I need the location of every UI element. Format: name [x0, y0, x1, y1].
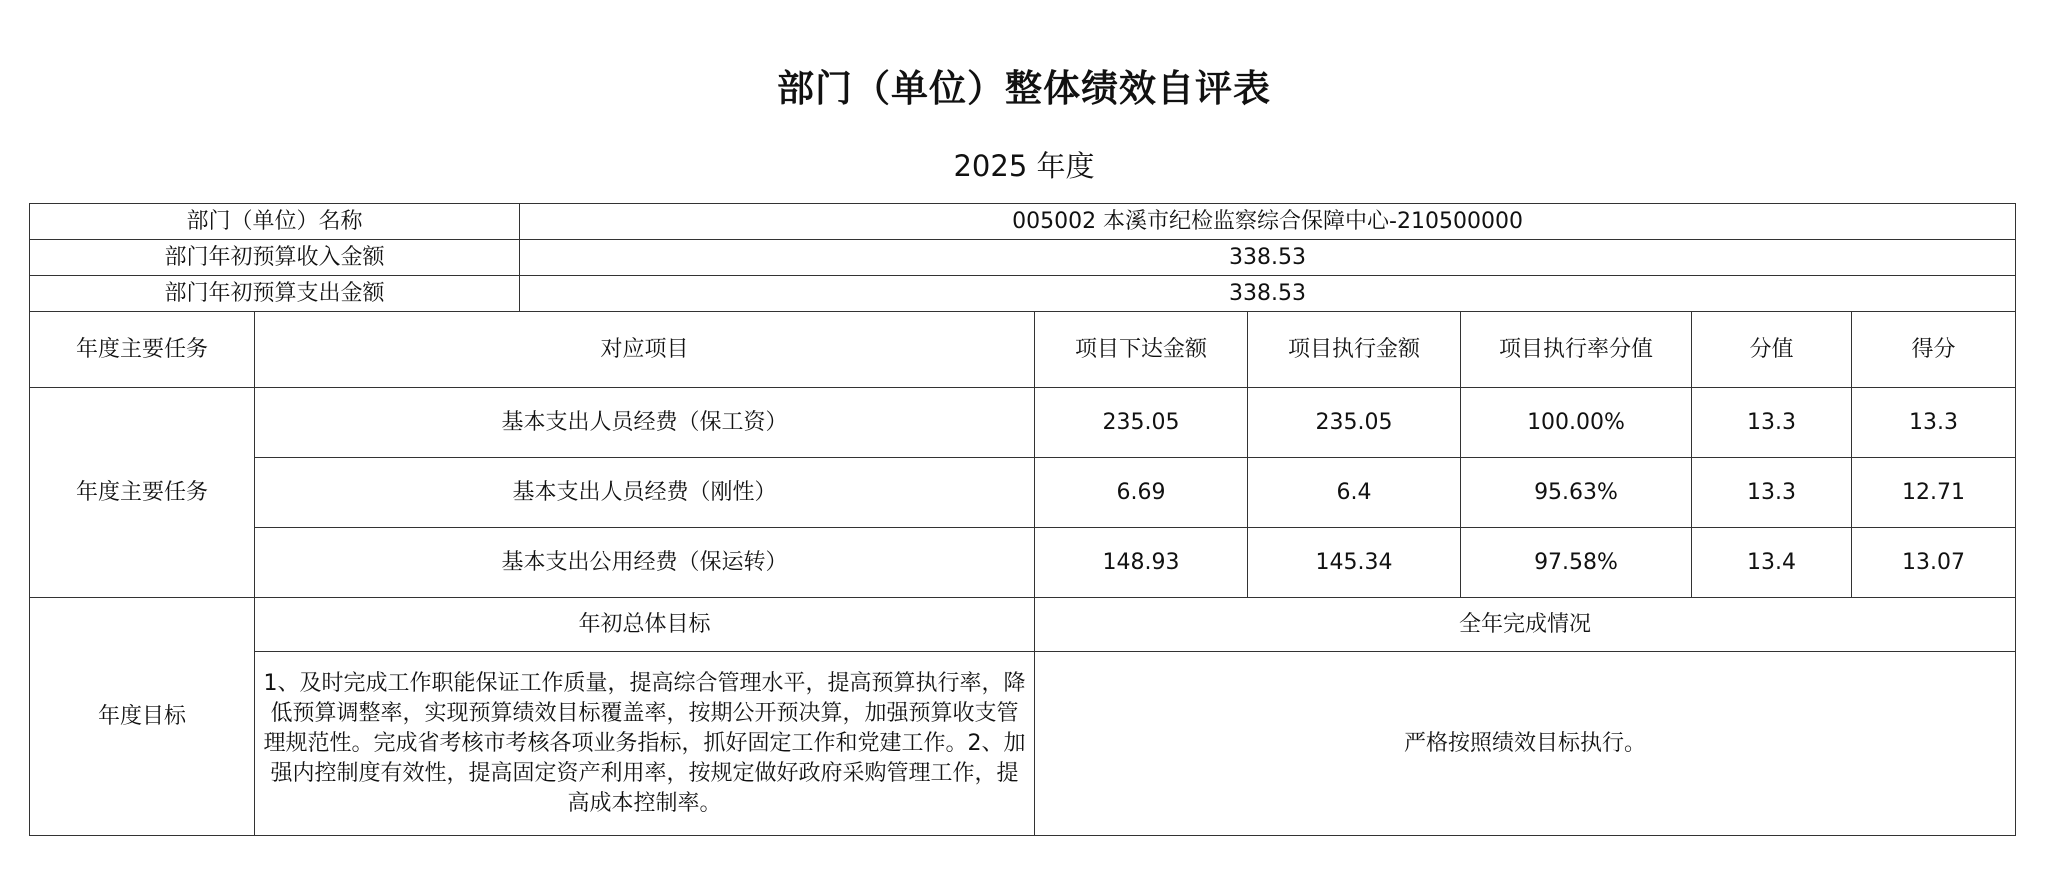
score: 13.07 [1852, 528, 2016, 598]
table-row [30, 528, 2016, 598]
header-issued: 项目下达金额 [1035, 312, 1248, 388]
income-label: 部门年初预算收入金额 [30, 240, 520, 276]
project-name: 基本支出人员经费（刚性） [255, 458, 1035, 528]
score-value: 13.4 [1692, 528, 1852, 598]
initial-goal-text: 1、及时完成工作职能保证工作质量，提高综合管理水平，提高预算执行率，降低预算调整率，实现预算绩效目标覆盖率，按期公开预决算，加强预算收支管理规范性。完成省考核市考核各项业务指标，抓好固定工作和党建工作。2、加强内控制度有效性，提高固定资产利用率，按规定做好政府采购管理工作，提高成本控制率。 [255, 652, 1035, 836]
performance-table [29, 203, 2016, 836]
project-name: 基本支出公用经费（保运转） [255, 528, 1035, 598]
execution-rate: 97.58% [1461, 528, 1692, 598]
report-year: 2025 年度 [953, 149, 1095, 183]
expense-row [30, 276, 2016, 312]
header-task: 年度主要任务 [30, 312, 255, 388]
expense-label: 部门年初预算支出金额 [30, 276, 520, 312]
table-row [30, 388, 2016, 458]
dept-name-value: 005002 本溪市纪检监察综合保障中心-210500000 [520, 204, 2016, 240]
expense-value: 338.53 [520, 276, 2016, 312]
header-executed: 项目执行金额 [1248, 312, 1461, 388]
issued-amount: 6.69 [1035, 458, 1248, 528]
header-score: 得分 [1852, 312, 2016, 388]
executed-amount: 6.4 [1248, 458, 1461, 528]
executed-amount: 145.34 [1248, 528, 1461, 598]
score: 13.3 [1852, 388, 2016, 458]
table-row [30, 458, 2016, 528]
issued-amount: 148.93 [1035, 528, 1248, 598]
goal-content-row [30, 652, 2016, 836]
page-title: 部门（单位）整体绩效自评表 [777, 67, 1271, 110]
score-value: 13.3 [1692, 458, 1852, 528]
execution-rate: 100.00% [1461, 388, 1692, 458]
income-value: 338.53 [520, 240, 2016, 276]
result-text: 严格按照绩效目标执行。 [1035, 652, 2016, 836]
goal-label: 年度目标 [30, 598, 255, 836]
goal-header-row [30, 598, 2016, 652]
dept-name-row [30, 204, 2016, 240]
execution-rate: 95.63% [1461, 458, 1692, 528]
task-group-label: 年度主要任务 [30, 388, 255, 598]
task-header-row [30, 312, 2016, 388]
project-name: 基本支出人员经费（保工资） [255, 388, 1035, 458]
header-score-value: 分值 [1692, 312, 1852, 388]
result-header: 全年完成情况 [1035, 598, 2016, 652]
header-project: 对应项目 [255, 312, 1035, 388]
executed-amount: 235.05 [1248, 388, 1461, 458]
header-rate: 项目执行率分值 [1461, 312, 1692, 388]
income-row [30, 240, 2016, 276]
initial-goal-header: 年初总体目标 [255, 598, 1035, 652]
dept-name-label: 部门（单位）名称 [30, 204, 520, 240]
issued-amount: 235.05 [1035, 388, 1248, 458]
score-value: 13.3 [1692, 388, 1852, 458]
score: 12.71 [1852, 458, 2016, 528]
